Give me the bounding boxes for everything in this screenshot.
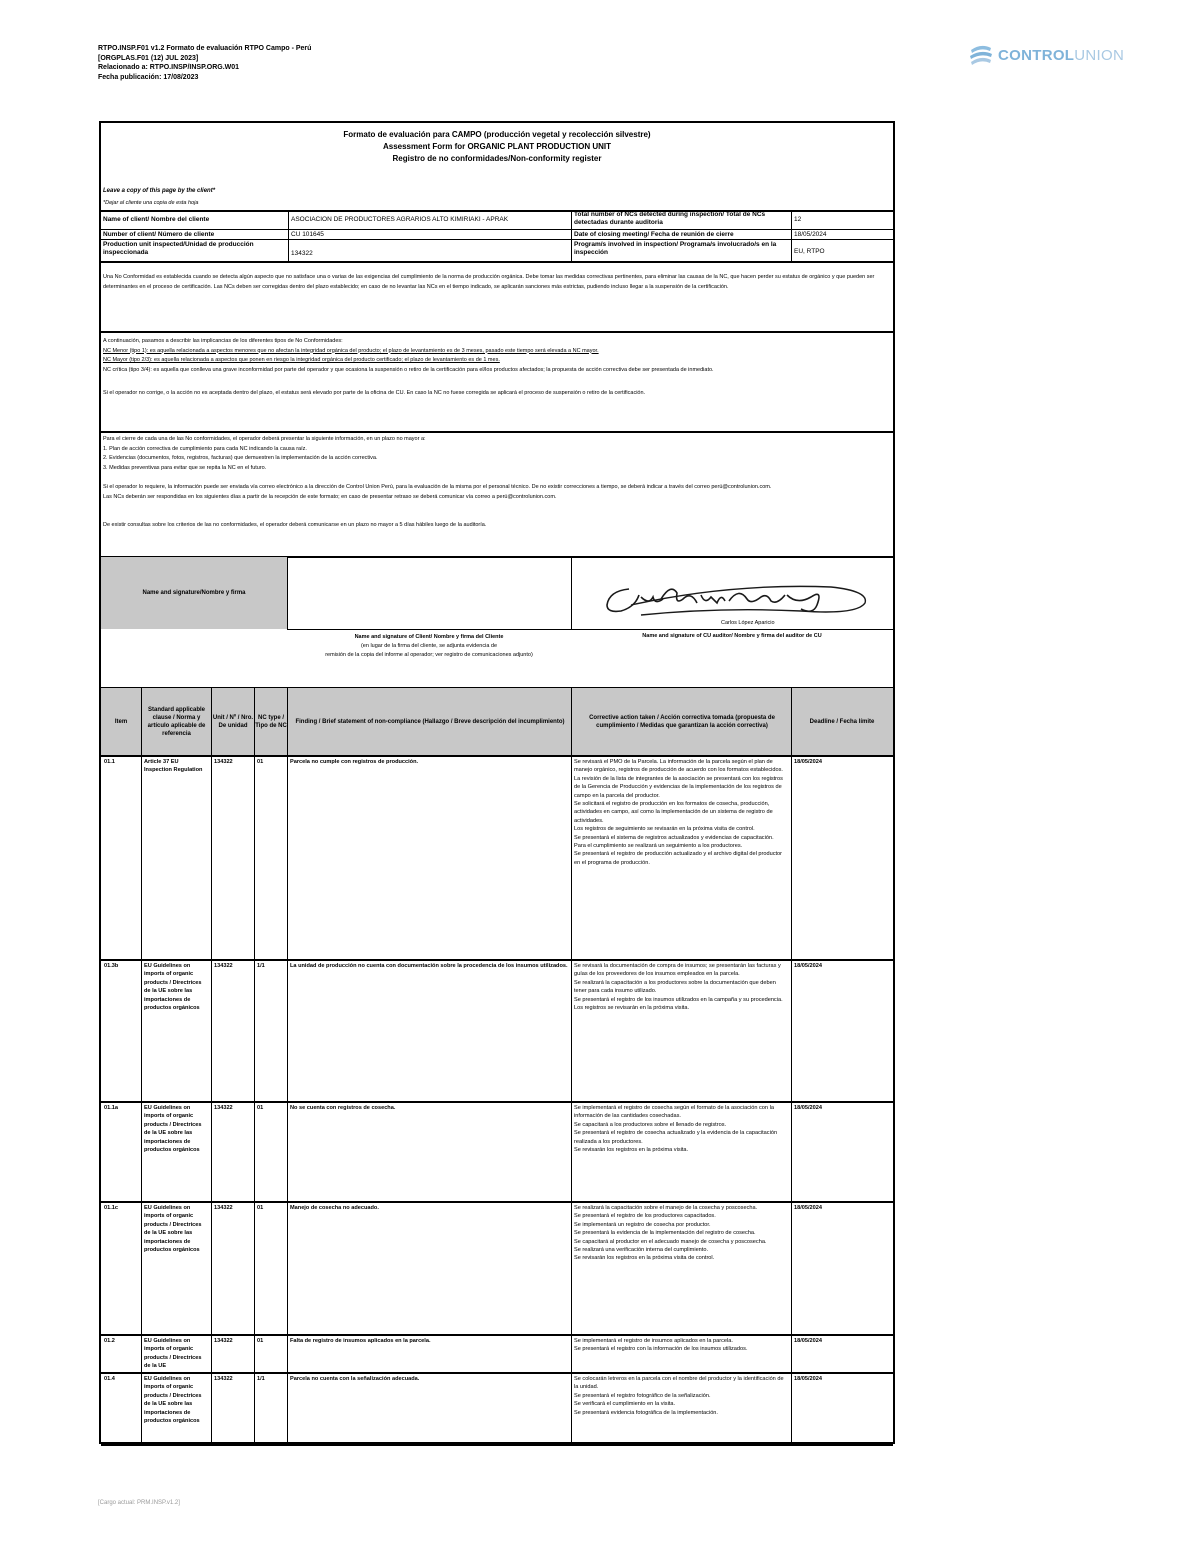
publication-date: Fecha publicación: 17/08/2023 xyxy=(98,73,199,81)
client-name-label: Name of client/ Nombre del cliente xyxy=(103,216,210,223)
nc-finding: Manejo de cosecha no adecuado. xyxy=(290,1205,379,1211)
nc-finding: No se cuenta con registros de cosecha. xyxy=(290,1105,396,1111)
nc-finding: Parcela no cuenta con la señalización adecuada. xyxy=(290,1376,420,1382)
nc-deadline: 18/05/2024 xyxy=(794,1376,822,1382)
nc-definition-text: Una No Conformidad es establecida cuando se detecta algún aspecto que no satisface una o varias de las exigencias del cumplimiento de la norma de producción orgánica. Debe tomar las medidas correctivas pertinentes, para eliminar las causas de la NC, que hacen perder su estatus de orgánico y que pueden ser determinantes en el proceso de certificación. Las NCs deben ser corregidas dentro del plazo establecido; en caso de no levantar las NCs en el tiempo indicado, se aplicarán sanciones más estrictas, pudiendo incluso llegar a la suspensión de la certificación. xyxy=(103,274,875,290)
nc-item: 01.3b xyxy=(104,963,119,969)
nc-corrective-action: Se implementará el registro de insumos aplicados en la parcela. Se presentará el registro con la información de los insumos utilizados. xyxy=(574,1338,748,1353)
assessment-form xyxy=(99,121,895,1444)
client-name-value: ASOCIACION DE PRODUCTORES AGRARIOS ALTO KIMIRIAKI - APRAK xyxy=(291,216,509,223)
nc-critical-text: NC crítica (tipo 3/4): es aquella que conlleva una grave inconformidad por parte del operador y que ocasiona la suspensión o retiro de la certificación para el/los productos afectados; la propuesta de acción correctiva debe ser presentada de inmediato. xyxy=(103,366,714,373)
programs-label: Program/s involved in inspection/ Programa/s involucrado/s en la inspección xyxy=(574,241,777,256)
nc-finding: Falta de registro de insumos aplicados en la parcela. xyxy=(290,1338,431,1344)
nc-standard: Article 37 EU Inspection Regulation xyxy=(144,759,203,774)
nc-item: 01.1c xyxy=(104,1205,118,1211)
nc-deadline: 18/05/2024 xyxy=(794,1205,822,1211)
nc-standard: EU Guidelines on imports of organic products / Directrices de la UE sobre las importaciones de productos orgánicos xyxy=(144,1105,202,1154)
form-version: [ORGPLAS.F01 (12) JUL 2023] xyxy=(98,54,199,62)
nc-corrective-action: Se revisará el PMO de la Parcela. La información de la parcela según el plan de manejo orgánico, registros de producción de acuerdo con los formatos establecidos. La revisión de la lista de integrantes de la asociación se presentará con los registros de la Gerencia de Producción y evidencias de la implementación de los registros de campo en la parcela del productor. Se solicitará el registro de producción en los formatos de cosecha, producción, actividades en campo, así como la implementación de un sistema de registro de actividades. Los registros de seguimiento se revisarán en la próxima visita de control. Se presentará el sistema de registros actualizados y evidencias de capacitación. Para el cumplimiento se realizará un seguimiento a los productores. Se presentará el registro de producción actualizado y el archivo digital del productor en el programa de producción. xyxy=(574,759,783,866)
col-header-nc-type: NC type / Tipo de NC xyxy=(255,715,287,729)
nc-standard: EU Guidelines on imports of organic products / Directrices de la UE sobre las importaciones de productos orgánicos xyxy=(144,1376,202,1425)
nc-type: 1/1 xyxy=(257,1376,265,1382)
nc-closing-section xyxy=(103,435,889,530)
production-unit-label: Production unit inspected/Unidad de producción inspeccionada xyxy=(103,241,254,256)
nc-response-text: Las NCs deberán ser respondidas en los siguientes días a partir de la recepción de este formato; en caso de presentar retraso se deberá comunicar vía correo a perú@controlunion.com. xyxy=(103,493,557,500)
nc-type: 01 xyxy=(257,1338,264,1344)
client-number-label: Number of client/ Número de cliente xyxy=(103,231,215,238)
production-unit-value: 134322 xyxy=(291,250,313,257)
form-title-en: Assessment Form for ORGANIC PLANT PRODUCTION UNIT xyxy=(382,142,612,151)
nc-deadline: 18/05/2024 xyxy=(794,1338,822,1344)
client-caption-line-1: Name and signature of Client/ Nombre y firma del Cliente xyxy=(354,634,504,640)
nc-closing-step-2: 2. Evidencias (documentos, fotos, registros, facturas) que demuestren la implementación de la acción correctiva. xyxy=(103,455,378,462)
nc-consult-text: De existir consultas sobre los criterios de las no conformidades, el operador deberá comunicarse en un plazo no mayor a 5 días hábiles luego de la auditoría. xyxy=(103,521,487,528)
nc-item: 01.1 xyxy=(104,759,115,765)
nc-major-text: NC Mayor (tipo 2/3): es aquella relacionada a aspectos que ponen en riesgo la integridad orgánica del producto certificado; el plazo de levantamiento es de 1 mes. xyxy=(103,357,500,363)
nc-minor-text: NC Menor (tipo 1): es aquella relacionada a aspectos menores que no afectan la integridad orgánica del producto; el plazo de levantamiento es de 3 meses, pasado este tiempo será elevada a NC mayor. xyxy=(103,347,599,354)
form-title: Formato de evaluación para CAMPO (producción vegetal y recolección silvestre) xyxy=(343,130,651,139)
nc-item: 01.2 xyxy=(104,1338,115,1344)
form-code: RTPO.INSP.F01 v1.2 Formato de evaluación RTPO Campo - Perú xyxy=(98,45,312,52)
logo-word-light: UNION xyxy=(1074,46,1125,64)
closing-meeting-label: Date of closing meeting/ Fecha de reunión de cierre xyxy=(574,231,734,238)
auditor-signature-caption: Name and signature of CU auditor/ Nombre y firma del auditor de CU xyxy=(642,633,822,639)
nc-item: 01.4 xyxy=(104,1376,115,1382)
client-signature-caption xyxy=(287,633,571,660)
nc-unit: 134322 xyxy=(214,759,233,765)
client-caption-line-2: (en lugar de la firma del cliente, se adjunta evidencia de xyxy=(360,643,498,649)
programs-value: EU, RTPO xyxy=(794,248,825,255)
total-ncs-value: 12 xyxy=(794,216,802,223)
document-header xyxy=(98,44,311,82)
nc-corrective-action: Se realizará la capacitación sobre el manejo de la cosecha y poscosecha. Se presentará el registro de los productores capacitados. Se implementará un registro de cosecha por productor. Se presentará la evidencia de la implementación del registro de cosecha. Se capacitará al productor en el adecuado manejo de cosecha y poscosecha. Se realizará una verificación interna del cumplimiento. Se revisarán los registros en la próxima visita de control. xyxy=(574,1205,767,1262)
nc-email-text: Si el operador lo requiere, la información puede ser enviada vía correo electrónico a la dirección de Control Union Perú, para la evaluación de la misma por el personal técnico. De no existir correcciones a tiempo, se deberá indicar a través del correo perú@controlunion.com. xyxy=(103,484,772,491)
logo-wordmark xyxy=(998,47,1124,64)
nc-standard: EU Guidelines on imports of organic products / Directrices de la UE xyxy=(144,1338,202,1369)
col-header-corrective-action: Corrective action taken / Acción correctiva tomada (propuesta de cumplimiento / Medidas que garantizan la acción correctiva) xyxy=(589,715,775,729)
nc-corrective-action: Se revisará la documentación de compra de insumos; se presentarán las facturas y guías de los proveedores de los insumos empleados en la parcela. Se realizará la capacitación a los productores sobre la documentación que deben tener para cada insumo utilizado. Se presentará el registro de los insumos utilizados en la campaña y su procedencia. Los registros se revisarán en la próxima visita. xyxy=(574,963,783,1012)
nc-unit: 134322 xyxy=(214,963,233,969)
total-ncs-label: Total number of NCs detected during inspection/ Total de NCs detectadas durante auditoria xyxy=(574,211,766,226)
nc-unit: 134322 xyxy=(214,1338,233,1344)
col-header-standard: Standard applicable clause / Norma y artículo aplicable de referencia xyxy=(147,707,206,737)
nc-standard: EU Guidelines on imports of organic products / Directrices de la UE sobre las importaciones de productos orgánicos xyxy=(144,1205,202,1254)
auditor-signature-drawing xyxy=(601,575,871,621)
col-header-item: Item xyxy=(114,719,128,725)
signature-label: Name and signature/Nombre y firma xyxy=(142,590,246,596)
auditor-signature-image xyxy=(601,575,871,626)
nc-deadline: 18/05/2024 xyxy=(794,759,822,765)
nc-escalation-text: Si el operador no corrige, o la acción no es aceptada dentro del plazo, el estatus será elevado por parte de la oficina de CU. En caso la NC no fuese corregida se aplicará el proceso de suspensión o retiro de la certificación. xyxy=(103,390,646,396)
nc-type: 01 xyxy=(257,759,264,765)
nc-type: 01 xyxy=(257,1105,264,1111)
nc-item: 01.1a xyxy=(104,1105,118,1111)
form-subtitle: Registro de no conformidades/Non-conformity register xyxy=(392,154,602,163)
nc-deadline: 18/05/2024 xyxy=(794,963,822,969)
nc-deadline: 18/05/2024 xyxy=(794,1105,822,1111)
nc-unit: 134322 xyxy=(214,1376,233,1382)
leave-copy-note-es: *Dejar al cliente una copia de esta hoja xyxy=(103,200,199,206)
nc-corrective-action: Se colocarán letreros en la parcela con el nombre del productor y la identificación de la unidad. Se presentará el registro fotográfico de la señalización. Se verificará el cumplimiento en la visita. Se presentará evidencia fotográfica de la implementación. xyxy=(574,1376,784,1416)
control-union-logo xyxy=(968,44,1124,66)
closing-meeting-date: 18/05/2024 xyxy=(794,231,827,238)
nc-closing-step-1: 1. Plan de acción correctiva de cumplimiento para cada NC indicando la causa raíz. xyxy=(103,445,307,452)
client-number-value: CU 101645 xyxy=(291,231,324,238)
col-header-unit: Unit / Nº / Nro. De unidad xyxy=(212,715,254,729)
nc-standard: EU Guidelines on imports of organic products / Directrices de la UE sobre las importaciones de productos orgánicos xyxy=(144,963,202,1012)
client-caption-line-3: remisión de la copia del informe al operador; ver registro de comunicaciones adjunto) xyxy=(325,652,533,658)
control-union-logo-icon xyxy=(968,44,994,66)
nc-types-section xyxy=(103,337,889,399)
nc-corrective-action: Se implementará el registro de cosecha según el formato de la asociación con la información de las cantidades cosechadas. Se capacitará a los productores sobre el llenado de registros. Se presentará el registro de cosecha actualizado y la evidencia de la capacitación realizada a los productores. Se revisarán los registros en la próxima visita. xyxy=(574,1105,778,1154)
nc-unit: 134322 xyxy=(214,1205,233,1211)
col-header-deadline: Deadline / Fecha límite xyxy=(809,719,875,725)
nc-type: 01 xyxy=(257,1205,264,1211)
auditor-name: Carlos López Aparicio xyxy=(721,620,775,626)
footer-code: [Cargo actual: PRM.INSP.v1.2] xyxy=(98,1500,180,1506)
leave-copy-note: Leave a copy of this page by the client* xyxy=(103,188,216,194)
nc-type: 1/1 xyxy=(257,963,265,969)
related-to: Relacionado a: RTPO.INSP/INSP.ORG.W01 xyxy=(98,64,240,71)
nc-closing-step-3: 3. Medidas preventivas para evitar que se repita la NC en el futuro. xyxy=(103,464,267,471)
logo-word-bold: CONTROL xyxy=(998,46,1075,64)
nc-closing-intro: Para el cierre de cada una de las No conformidades, el operador deberá presentar la siguiente información, en un plazo no mayor a: xyxy=(103,436,426,442)
nc-unit: 134322 xyxy=(214,1105,233,1111)
nc-finding: La unidad de producción no cuenta con documentación sobre la procedencia de los insumos utilizados. xyxy=(290,963,568,969)
col-header-finding: Finding / Brief statement of non-compliance (Hallazgo / Breve descripción del incumplimiento) xyxy=(295,719,565,725)
nc-types-intro: A continuación, pasamos a describir las implicancias de los diferentes tipos de No Conformidades: xyxy=(103,338,343,344)
nc-finding: Parcela no cumple con registros de producción. xyxy=(290,759,419,765)
